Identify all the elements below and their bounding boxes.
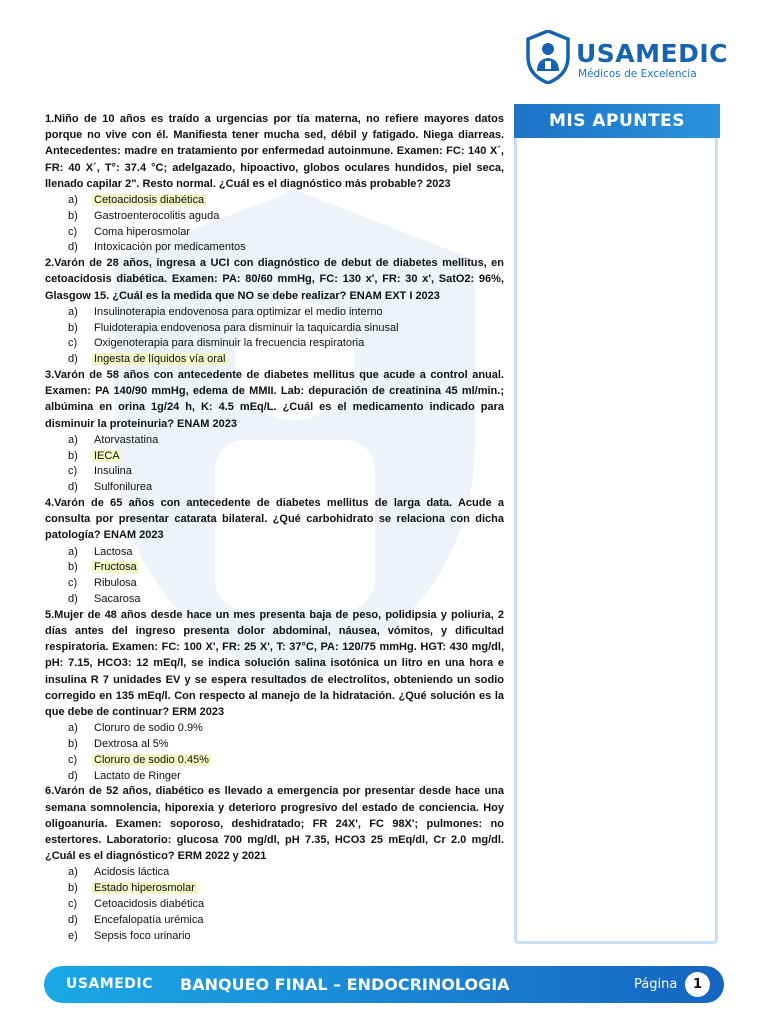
notes-title: MIS APUNTES xyxy=(514,104,720,138)
options-list xyxy=(45,304,504,367)
option-text: Sepsis foco urinario xyxy=(94,929,191,942)
question-block xyxy=(45,783,504,943)
logo-tagline: Médicos de Excelencia xyxy=(578,68,697,80)
option-text: Lactato de Ringer xyxy=(94,769,181,782)
answer-option xyxy=(45,591,504,607)
question-stem: 3.Varón de 58 años con antecedente de diabetes mellitus que acude a control anual. Examen: PA 140/90 mmHg, edema de MMII. Lab: depuración de creatinina 45 ml/min.; albúmina en orina 1g/24 h, K: 4.5 mEq/L. ¿Cuál es el medicamento indicado para disminuir la proteinuria? ENAM 2023 xyxy=(45,369,504,430)
option-text-correct: Cloruro de sodio 0.45% xyxy=(94,753,209,766)
footer-title: BANQUEO FINAL – ENDOCRINOLOGIA xyxy=(180,975,510,994)
answer-option xyxy=(45,880,504,896)
option-text: Insulinoterapia endovenosa para optimizar el medio interno xyxy=(94,305,383,318)
option-letter: b) xyxy=(68,321,78,334)
option-text: Ribulosa xyxy=(94,577,137,590)
option-text-correct: Ingesta de líquidos vía oral xyxy=(94,353,226,366)
option-text: Coma hiperosmolar xyxy=(94,225,190,238)
option-letter: a) xyxy=(68,545,78,558)
questions-list xyxy=(45,111,504,943)
option-text: Oxigenoterapia para disminuir la frecuencia respiratoria xyxy=(94,337,365,350)
option-letter: e) xyxy=(68,929,78,942)
option-letter: d) xyxy=(68,769,78,782)
option-letter: a) xyxy=(68,866,78,879)
answer-option xyxy=(45,544,504,560)
notes-box xyxy=(514,104,718,944)
option-letter: a) xyxy=(68,722,78,735)
question-block xyxy=(45,255,504,367)
answer-option xyxy=(45,720,504,736)
answer-option xyxy=(45,928,504,944)
option-text: Insulina xyxy=(94,465,132,478)
question-block xyxy=(45,367,504,495)
option-text: Sacarosa xyxy=(94,593,141,605)
option-text: Lactosa xyxy=(94,545,133,558)
option-letter: b) xyxy=(68,209,78,222)
option-text: Atorvastatina xyxy=(94,433,159,446)
option-text: Cetoacidosis diabética xyxy=(94,898,205,911)
option-letter: d) xyxy=(68,593,78,605)
option-text-correct: Estado hiperosmolar xyxy=(94,882,195,895)
option-letter: b) xyxy=(68,561,78,574)
question-block xyxy=(45,495,504,607)
answer-option xyxy=(45,864,504,880)
question-stem: 2.Varón de 28 años, ingresa a UCI con diagnóstico de debut de diabetes mellitus, en cetoacidosis diabética. Examen: PA: 80/60 mmHg, FC: 130 x', FR: 30 x', SatO2: 96%, Glasgow 15. ¿Cuál es la medida que NO se debe realizar? ENAM EXT I 2023 xyxy=(45,257,504,302)
option-text: Fluidoterapia endovenosa para disminuir la taquicardia sinusal xyxy=(94,321,399,334)
option-letter: c) xyxy=(68,337,78,350)
option-letter: a) xyxy=(68,305,78,318)
page-label: Página xyxy=(634,977,678,992)
answer-option xyxy=(45,351,504,367)
options-list xyxy=(45,720,504,783)
answer-option xyxy=(45,752,504,768)
answer-option xyxy=(45,896,504,912)
option-letter: c) xyxy=(68,225,78,238)
option-letter: b) xyxy=(68,738,78,751)
answer-option xyxy=(45,912,504,928)
option-text: Sulfonilurea xyxy=(94,481,153,494)
logo-name: USAMEDIC xyxy=(576,39,729,68)
options-list xyxy=(45,864,504,943)
question-stem: 1.Niño de 10 años es traído a urgencias por tía materna, no refiere mayores datos porque no vive con él. Manifiesta tener mucha sed, débil y fatigado. Niega diarreas. Antecedentes: madre en tratamiento por enfermedad autoinmune. Examen: FC: 140 X´, FR: 40 X´, T°: 37.4 °C; adelgazado, hipoactivo, globos oculares hundidos, piel seca, llenado capilar 2". Resto normal. ¿Cuál es el diagnóstico más probable? 2023 xyxy=(45,113,504,190)
options-list xyxy=(45,192,504,255)
answer-option xyxy=(45,208,504,224)
option-text-correct: Cetoacidosis diabética xyxy=(94,194,205,207)
answer-option xyxy=(45,575,504,591)
answer-option xyxy=(45,192,504,208)
answer-option xyxy=(45,559,504,575)
answer-option xyxy=(45,463,504,479)
option-letter: c) xyxy=(68,753,78,766)
option-letter: d) xyxy=(68,241,78,254)
footer-bar xyxy=(44,966,724,1003)
answer-option xyxy=(45,304,504,320)
option-text: Gastroenterocolitis aguda xyxy=(94,209,220,222)
usamedic-logo xyxy=(526,30,729,86)
option-text-correct: Fructosa xyxy=(94,561,137,574)
option-letter: c) xyxy=(68,898,78,911)
option-text: Cloruro de sodio 0.9% xyxy=(94,722,203,735)
answer-option xyxy=(45,432,504,448)
options-list xyxy=(45,544,504,607)
answer-option xyxy=(45,768,504,784)
question-stem: 4.Varón de 65 años con antecedente de diabetes mellitus de larga data. Acude a consulta por presentar catarata bilateral. ¿Qué carbohidrato se relaciona con dicha patología? ENAM 2023 xyxy=(45,497,504,542)
option-letter: b) xyxy=(68,882,78,895)
answer-option xyxy=(45,479,504,495)
answer-option xyxy=(45,448,504,464)
shield-doctor-icon xyxy=(526,30,570,84)
question-block xyxy=(45,607,504,784)
question-stem: 5.Mujer de 48 años desde hace un mes presenta baja de peso, polidipsia y poliuria, 2 días antes del ingreso presenta dolor abdominal, náusea, vómitos, y dificultad respiratoria. Examen: FC: 100 X', FR: 25 X', T: 37°C, PA: 120/75 mmHg. HGT: 430 mg/dl, pH: 7.15, HCO3: 12 mEq/l, se indica solución salina isotónica un litro en una hora e insulina R 7 unidades EV y se espera resultados de electrolitos, obteniendo un sodio corregido en 135 mEq/l. Con respecto al manejo de la hidratación. ¿Qué solución es la que debe de continuar? ERM 2023 xyxy=(45,608,504,719)
page-number: 1 xyxy=(685,972,710,997)
footer-brand: USAMEDIC xyxy=(66,976,153,992)
option-letter: d) xyxy=(68,913,78,926)
option-text-correct: IECA xyxy=(94,449,120,462)
answer-option xyxy=(45,224,504,240)
answer-option xyxy=(45,736,504,752)
option-letter: b) xyxy=(68,449,78,462)
option-text: Encefalopatía urémica xyxy=(94,913,204,926)
answer-option xyxy=(45,320,504,336)
option-letter: d) xyxy=(68,481,78,494)
question-block xyxy=(45,111,504,255)
answer-option xyxy=(45,335,504,351)
option-letter: a) xyxy=(68,433,78,446)
option-text: Acidosis láctica xyxy=(94,866,170,879)
option-text: Dextrosa al 5% xyxy=(94,738,169,751)
options-list xyxy=(45,432,504,495)
option-letter: c) xyxy=(68,577,78,590)
answer-option xyxy=(45,239,504,255)
option-letter: d) xyxy=(68,353,78,366)
option-letter: a) xyxy=(68,194,78,207)
question-stem: 6.Varón de 52 años, diabético es llevado a emergencia por presentar desde hace una semana somnolencia, hiporexia y deterioro progresivo del estado de conciencia. Hoy oligoanuria. Examen: soporoso, deshidratado; FR 24X', FC 98X'; pulmones: no estertores. Laboratorio: glucosa 700 mg/dl, pH 7.35, HCO3 25 mEq/dl, Cr 2.0 mg/dl. ¿Cuál es el diagnóstico? ERM 2022 y 2021 xyxy=(45,785,504,863)
option-text: Intoxicación por medicamentos xyxy=(94,241,246,254)
option-letter: c) xyxy=(68,465,78,478)
